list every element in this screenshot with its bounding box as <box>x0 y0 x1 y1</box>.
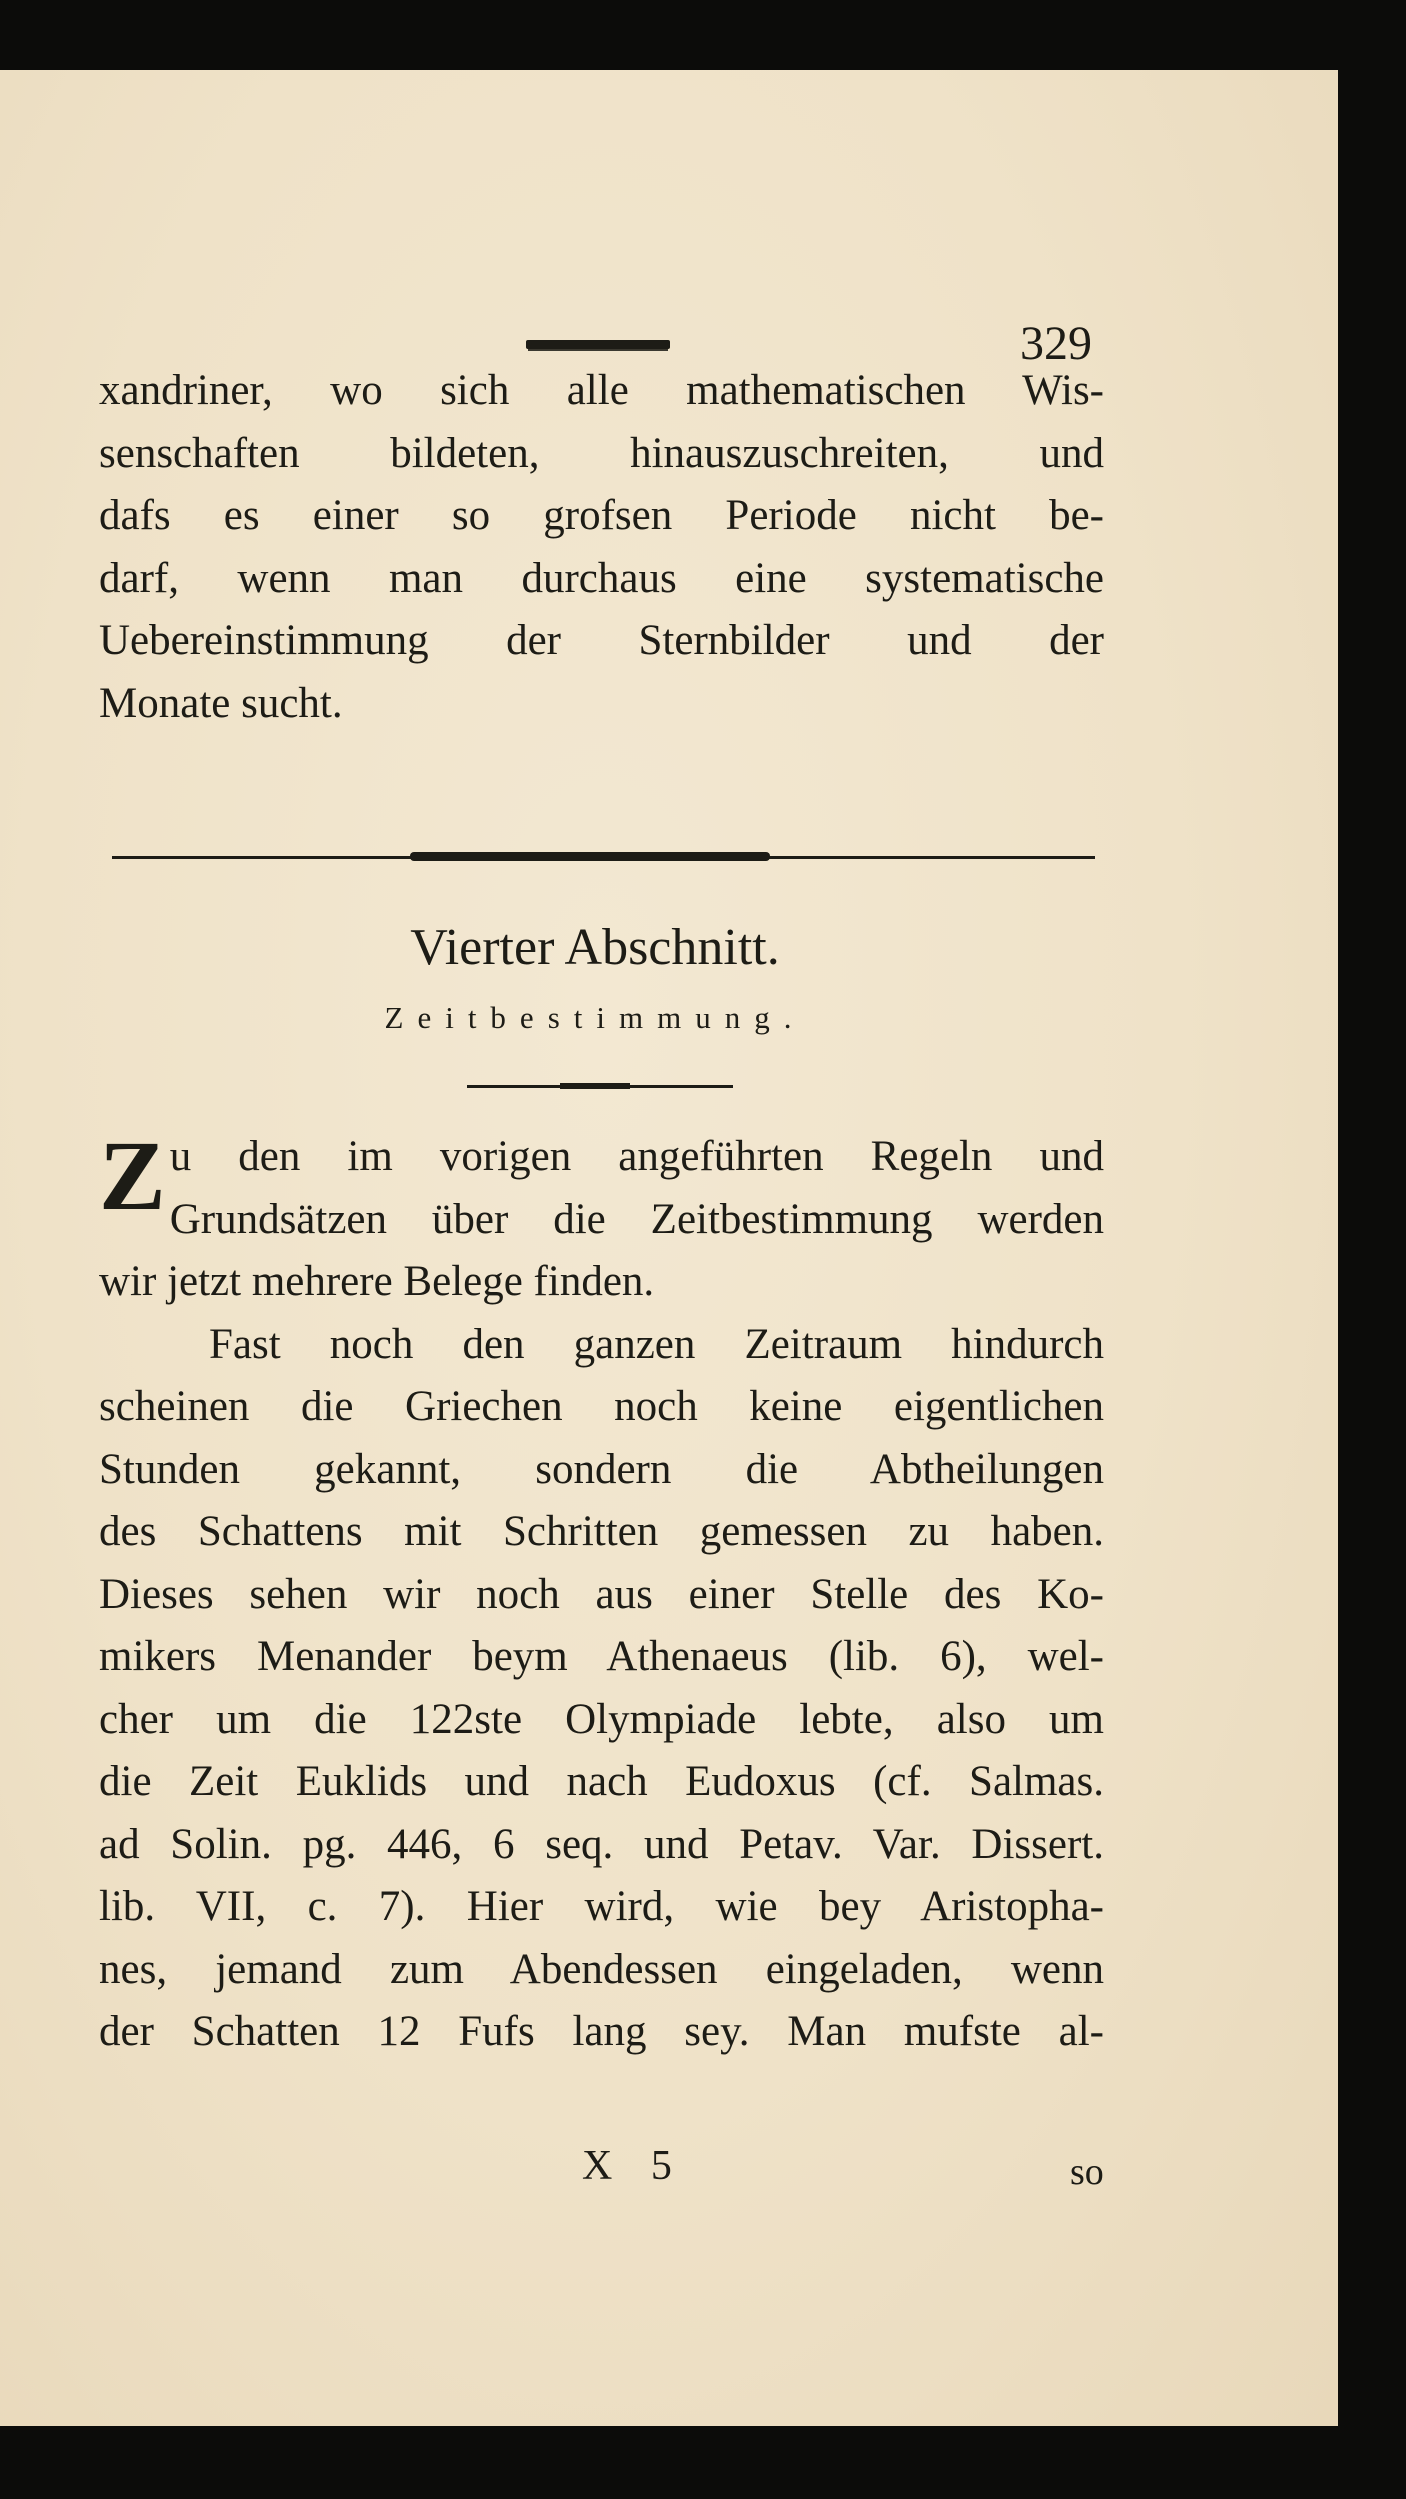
text-line: dafs es einer so grofsen Periode nicht be- <box>99 492 1104 539</box>
text-line: nes, jemand zum Abendessen eingeladen, wenn <box>99 1945 1104 1993</box>
signature-mark: X 5 <box>582 2143 686 2189</box>
book-page <box>0 70 1338 2426</box>
text-line-content: u den im vorigen angeführten Regeln und <box>169 1133 1104 1180</box>
main-paragraphs <box>99 1120 1104 2064</box>
section-subtitle: Zeitbestimmung. <box>384 1000 806 1035</box>
drop-cap: Z <box>99 1120 166 1231</box>
text-line: die Zeit Euklids und nach Eudoxus (cf. Salmas. <box>99 1758 1104 1805</box>
text-line: xandriner, wo sich alle mathematischen Wis- <box>99 367 1104 414</box>
section-divider-ornament <box>410 852 770 861</box>
text-line: scheinen die Griechen noch keine eigentlichen <box>99 1383 1104 1430</box>
text-line: Grundsätzen über die Zeitbestimmung werden <box>169 1195 1104 1243</box>
section-title: Vierter Abschnitt. <box>410 919 780 976</box>
text-line: des Schattens mit Schritten gemessen zu haben. <box>99 1508 1104 1555</box>
text-line: Dieses sehen wir noch aus einer Stelle des Ko- <box>99 1570 1104 1618</box>
text-line: Monate sucht. <box>99 679 343 727</box>
text-line: wir jetzt mehrere Belege finden. <box>99 1258 655 1305</box>
catchword: so <box>1070 2151 1104 2193</box>
text-line: senschaften bildeten, hinauszuschreiten, und <box>99 429 1104 477</box>
text-line: lib. VII, c. 7). Hier wird, wie bey Aristopha- <box>99 1883 1104 1930</box>
text-line: darf, wenn man durchaus eine systematische <box>99 554 1104 602</box>
header-ornament <box>526 340 670 349</box>
subtitle-rule-ornament <box>560 1083 630 1089</box>
top-paragraph <box>99 360 1104 735</box>
text-line: ad Solin. pg. 446, 6 seq. und Petav. Var. Dissert. <box>99 1820 1104 1868</box>
text-line: Fast noch den ganzen Zeitraum hindurch <box>209 1320 1104 1368</box>
text-line: cher um die 122ste Olympiade lebte, also um <box>99 1695 1104 1743</box>
text-line: der Schatten 12 Fufs lang sey. Man mufste al- <box>99 2008 1104 2055</box>
text-line: Uebereinstimmung der Sternbilder und der <box>99 617 1104 664</box>
text-line: mikers Menander beym Athenaeus (lib. 6), wel- <box>99 1633 1104 1680</box>
text-line: Stunden gekannt, sondern die Abtheilungen <box>99 1445 1104 1493</box>
page-number: 329 <box>1020 317 1092 370</box>
